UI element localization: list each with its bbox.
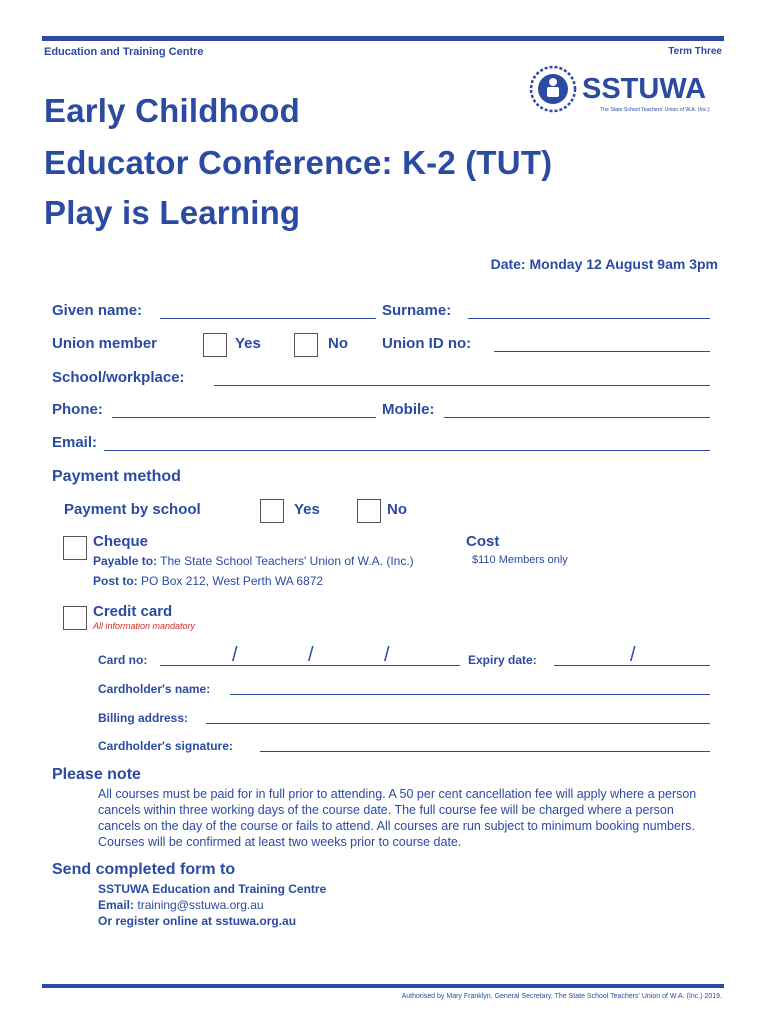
phone-label: Phone: — [52, 401, 103, 418]
title-line-1: Early Childhood — [44, 92, 301, 129]
bottom-rule — [42, 984, 724, 988]
header-term: Term Three — [668, 46, 722, 57]
payable-to-value: The State School Teachers' Union of W.A. (Inc.) — [160, 554, 414, 568]
payment-school-yes-label: Yes — [294, 501, 320, 518]
union-member-yes-checkbox[interactable] — [203, 333, 227, 357]
footer-authorisation: Authorised by Mary Franklyn, General Secretary, The State School Teachers' Union of W.A. (Inc.) 2019. — [401, 993, 722, 1000]
sstuwa-logo — [528, 62, 728, 118]
send-email-value[interactable]: training@sstuwa.org.au — [137, 898, 264, 912]
mobile-field[interactable] — [444, 417, 710, 418]
cheque-label: Cheque — [93, 533, 149, 550]
union-member-no-label: No — [328, 335, 348, 352]
payable-to-label: Payable to: — [93, 554, 158, 568]
school-field[interactable] — [214, 385, 710, 386]
svg-text:SSTUWA: SSTUWA — [582, 73, 707, 105]
post-to — [93, 574, 323, 588]
card-separator-3: / — [384, 644, 390, 666]
payment-school-no-label: No — [387, 501, 407, 518]
expiry-separator: / — [630, 644, 636, 666]
card-separator-1: / — [232, 644, 238, 666]
card-separator-2: / — [308, 644, 314, 666]
mandatory-note: All information mandatory — [93, 621, 196, 631]
union-id-label: Union ID no: — [382, 335, 472, 352]
phone-field[interactable] — [112, 417, 376, 418]
send-centre-name: SSTUWA Education and Training Centre — [98, 882, 327, 896]
signature-field[interactable] — [260, 751, 710, 752]
given-name-field[interactable] — [160, 318, 376, 319]
union-id-field[interactable] — [494, 351, 710, 352]
given-name-label: Given name: — [52, 302, 143, 319]
svg-text:The State School Teachers' Uni: The State School Teachers' Union of W.A. (Inc.) — [600, 107, 710, 113]
send-email-label: Email: — [98, 898, 135, 912]
school-label: School/workplace: — [52, 369, 185, 386]
credit-card-label: Credit card — [93, 603, 173, 620]
register-online[interactable]: Or register online at sstuwa.org.au — [98, 914, 297, 928]
billing-address-field[interactable] — [206, 723, 710, 724]
union-member-no-checkbox[interactable] — [294, 333, 318, 357]
send-email — [98, 898, 264, 912]
cardholder-name-label: Cardholder's name: — [98, 682, 211, 696]
surname-field[interactable] — [468, 318, 710, 319]
please-note-body: All courses must be paid for in full prior to attending. A 50 per cent cancellation fee will apply where a person cancels within three working days of the course date. The full course fee will be charged where a person cancels on the day of the course or fails to attend. All courses are run subject to minimum booking numbers. Courses will be confirmed at least two weeks prior to course date. — [98, 787, 697, 849]
payment-school-yes-checkbox[interactable] — [260, 499, 284, 523]
payable-to — [93, 554, 414, 568]
billing-address-label: Billing address: — [98, 711, 189, 725]
title-line-3: Play is Learning — [44, 194, 301, 231]
email-field[interactable] — [104, 450, 710, 451]
top-rule — [42, 36, 724, 41]
cost-heading: Cost — [466, 533, 500, 550]
payment-method-heading: Payment method — [52, 468, 181, 485]
event-date: Date: Monday 12 August 9am 3pm — [490, 256, 718, 272]
union-member-label: Union member — [52, 335, 158, 352]
post-to-label: Post to: — [93, 574, 138, 588]
payment-by-school-label: Payment by school — [64, 501, 201, 518]
union-member-yes-label: Yes — [235, 335, 261, 352]
cheque-checkbox[interactable] — [63, 536, 87, 560]
credit-card-checkbox[interactable] — [63, 606, 87, 630]
expiry-label: Expiry date: — [468, 653, 537, 667]
card-no-label: Card no: — [98, 653, 148, 667]
email-label: Email: — [52, 434, 98, 451]
please-note-heading: Please note — [52, 766, 141, 783]
cost-value: $110 Members only — [472, 554, 568, 566]
signature-label: Cardholder's signature: — [98, 739, 233, 753]
title-line-2: Educator Conference: K-2 (TUT) — [44, 144, 553, 181]
send-heading: Send completed form to — [52, 861, 236, 878]
post-to-value: PO Box 212, West Perth WA 6872 — [141, 574, 324, 588]
payment-school-no-checkbox[interactable] — [357, 499, 381, 523]
cardholder-name-field[interactable] — [230, 694, 710, 695]
header-centre-name: Education and Training Centre — [44, 46, 204, 58]
surname-label: Surname: — [382, 302, 452, 319]
mobile-label: Mobile: — [382, 401, 435, 418]
